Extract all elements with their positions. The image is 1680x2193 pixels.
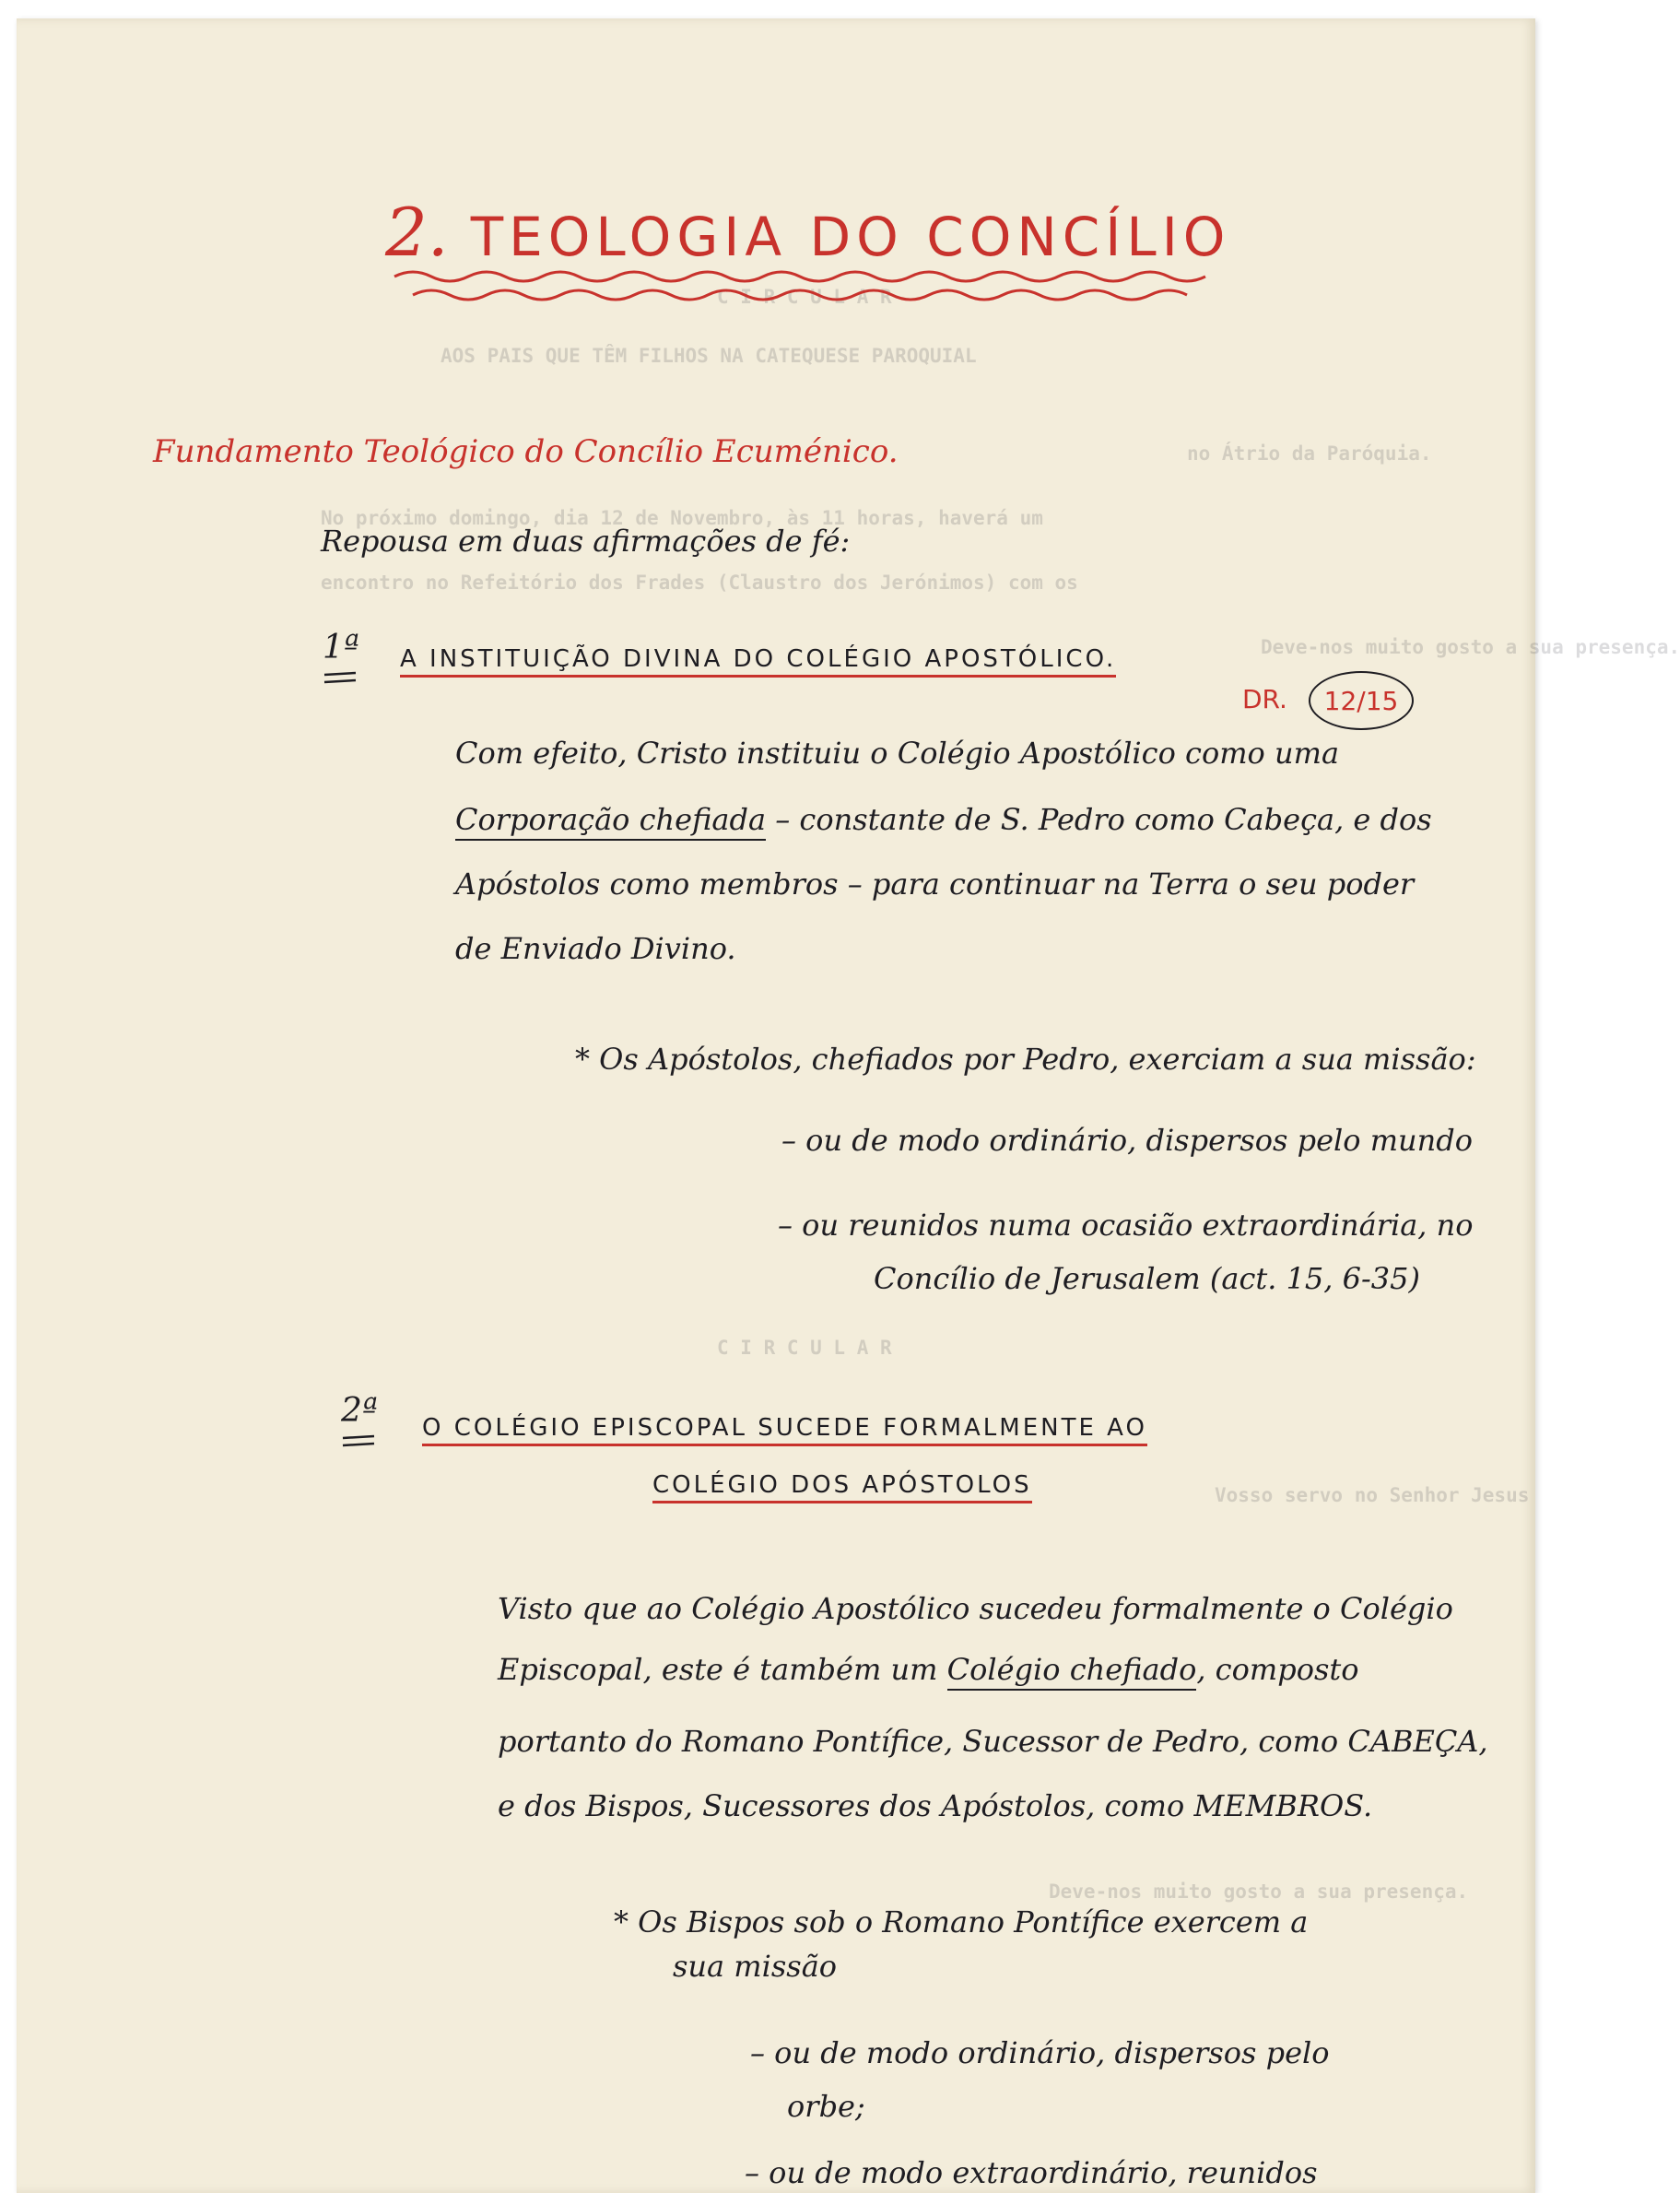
section-number: 2. (385, 194, 449, 271)
body-line: Com efeito, Cristo instituiu o Colégio Apostólico como uma (455, 736, 1340, 771)
bleed-through-text: No próximo domingo, dia 12 de Novembro, às 11 horas, haverá um (321, 507, 1043, 529)
dash-line: – ou de modo extraordinário, reunidos (745, 2155, 1318, 2190)
body-line: Episcopal, este é também um Colégio chefiado, composto (498, 1652, 1359, 1687)
ordinal-underline (341, 1434, 378, 1449)
item-1-heading: A INSTITUIÇÃO DIVINA DO COLÉGIO APOSTÓLICO. (400, 645, 1116, 678)
body-line: Corporação chefiada – constante de S. Pedro como Cabeça, e dos (455, 802, 1432, 837)
bleed-through-text: Vosso servo no Senhor Jesus (1215, 1484, 1530, 1506)
page-title (385, 194, 1230, 271)
item-2-heading-line2: COLÉGIO DOS APÓSTOLOS (652, 1471, 1032, 1503)
body-line: Apóstolos como membros – para continuar na Terra o seu poder (455, 867, 1415, 902)
emphasis-phrase: Corporação chefiada (455, 802, 766, 841)
dash-line: orbe; (787, 2089, 865, 2124)
body-line: portanto do Romano Pontífice, Sucessor de Pedro, como CABEÇA, (498, 1724, 1488, 1759)
bleed-through-text: AOS PAIS QUE TÊM FILHOS NA CATEQUESE PAROQUIAL (441, 345, 977, 367)
intro-line: Repousa em duas afirmações de fé: (321, 524, 851, 559)
document-page (17, 18, 1680, 2193)
bullet-line: * Os Bispos sob o Romano Pontífice exercem a (614, 1904, 1309, 1940)
emphasis-phrase: Colégio chefiado (947, 1652, 1197, 1691)
section-heading (153, 433, 899, 470)
dash-line: – ou de modo ordinário, dispersos pelo mundo (781, 1123, 1473, 1158)
bleed-through-text: Deve-nos muito gosto a sua presença. (1261, 636, 1680, 658)
bullet-line: sua missão (673, 1949, 838, 1984)
margin-note-prefix: DR. (1242, 684, 1287, 714)
bleed-through-text: encontro no Refeitório dos Frades (Claustro dos Jerónimos) com os (321, 572, 1078, 594)
heading-text: Fundamento Teológico do Concílio Ecuménico. (153, 433, 899, 470)
ordinal-underline (323, 671, 359, 686)
margin-note (1242, 684, 1287, 714)
item-2-ordinal: 2ª (341, 1392, 379, 1430)
bullet-line: * Os Apóstolos, chefiados por Pedro, exerciam a sua missão: (575, 1042, 1476, 1077)
body-line: Visto que ao Colégio Apostólico sucedeu formalmente o Colégio (498, 1591, 1453, 1626)
title-wavy-underline (394, 265, 1224, 312)
body-line: e dos Bispos, Sucessores dos Apóstolos, como MEMBROS. (498, 1788, 1373, 1823)
item-1-ordinal: 1ª (323, 629, 360, 666)
dash-line: – ou de modo ordinário, dispersos pelo (750, 2035, 1330, 2070)
body-line: de Enviado Divino. (455, 931, 736, 966)
bleed-through-text: Deve-nos muito gosto a sua presença. (1049, 1881, 1469, 1903)
bleed-through-text: C I R C U L A R (717, 286, 892, 308)
item-2-heading-line1: O COLÉGIO EPISCOPAL SUCEDE FORMALMENTE AO (422, 1414, 1147, 1446)
dash-line: Concílio de Jerusalem (act. 15, 6-35) (874, 1261, 1420, 1296)
title-text: TEOLOGIA DO CONCÍLIO (470, 206, 1231, 268)
dash-line: – ou reunidos numa ocasião extraordinária, no (778, 1208, 1474, 1243)
bleed-through-text: no Átrio da Paróquia. (1187, 442, 1432, 465)
margin-note-circled-ref: 12/15 (1309, 671, 1414, 730)
bleed-through-text: C I R C U L A R (717, 1337, 892, 1359)
